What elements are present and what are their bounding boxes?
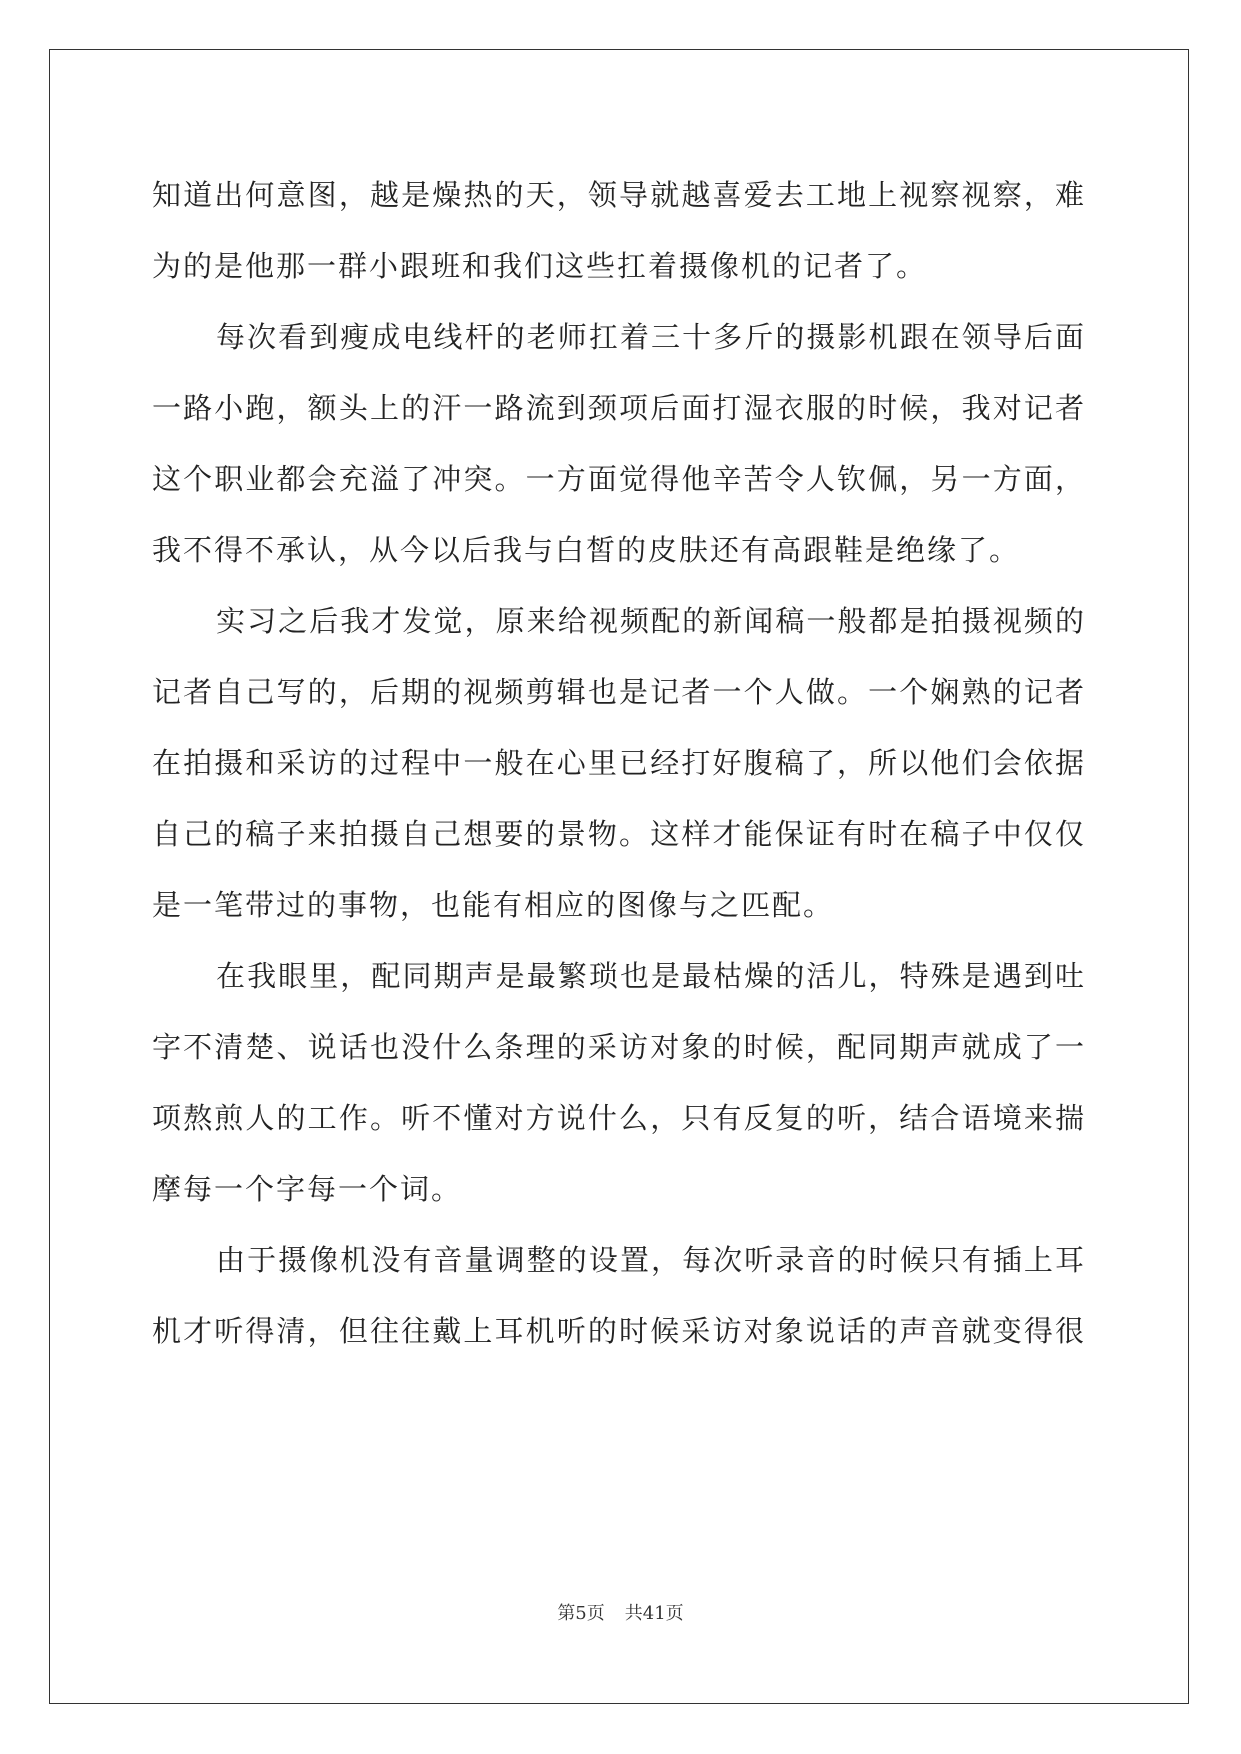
paragraph-start-line: 每次看到瘦成电线杆的老师扛着三十多斤的摄影机跟在领导后面 xyxy=(216,320,1086,354)
text-line: 为的是他那一群小跟班和我们这些扛着摄像机的记者了。 xyxy=(152,249,928,283)
document-body xyxy=(152,160,1086,1367)
text-line: 这个职业都会充溢了冲突。一方面觉得他辛苦令人钦佩，另一方面， xyxy=(152,462,1086,496)
paragraph-start-line: 实习之后我才发觉，原来给视频配的新闻稿一般都是拍摄视频的 xyxy=(216,604,1086,638)
text-line: 项熬煎人的工作。听不懂对方说什么，只有反复的听，结合语境来揣 xyxy=(152,1101,1086,1135)
text-line: 知道出何意图，越是燥热的天，领导就越喜爱去工地上视察视察，难 xyxy=(152,178,1086,212)
text-line: 在拍摄和采访的过程中一般在心里已经打好腹稿了，所以他们会依据 xyxy=(152,746,1086,780)
text-line: 字不清楚、说话也没什么条理的采访对象的时候，配同期声就成了一 xyxy=(152,1030,1086,1064)
paragraph-start-line: 由于摄像机没有音量调整的设置，每次听录音的时候只有插上耳 xyxy=(216,1243,1086,1277)
text-line: 机才听得清，但往往戴上耳机听的时候采访对象说话的声音就变得很 xyxy=(152,1314,1086,1348)
text-line: 记者自己写的，后期的视频剪辑也是记者一个人做。一个娴熟的记者 xyxy=(152,675,1086,709)
page-footer xyxy=(0,1599,1241,1625)
page-number: 第5页 xyxy=(557,1603,605,1624)
paragraph-start-line: 在我眼里，配同期声是最繁琐也是最枯燥的活儿，特殊是遇到吐 xyxy=(216,959,1086,993)
text-line: 是一笔带过的事物，也能有相应的图像与之匹配。 xyxy=(152,888,835,922)
text-line: 我不得不承认，从今以后我与白皙的皮肤还有高跟鞋是绝缘了。 xyxy=(152,533,1021,567)
text-line: 自己的稿子来拍摄自己想要的景物。这样才能保证有时在稿子中仅仅 xyxy=(152,817,1086,851)
text-line: 摩每一个字每一个词。 xyxy=(152,1172,463,1206)
text-line: 一路小跑，额头上的汗一路流到颈项后面打湿衣服的时候，我对记者 xyxy=(152,391,1086,425)
page-total: 共41页 xyxy=(624,1603,684,1624)
